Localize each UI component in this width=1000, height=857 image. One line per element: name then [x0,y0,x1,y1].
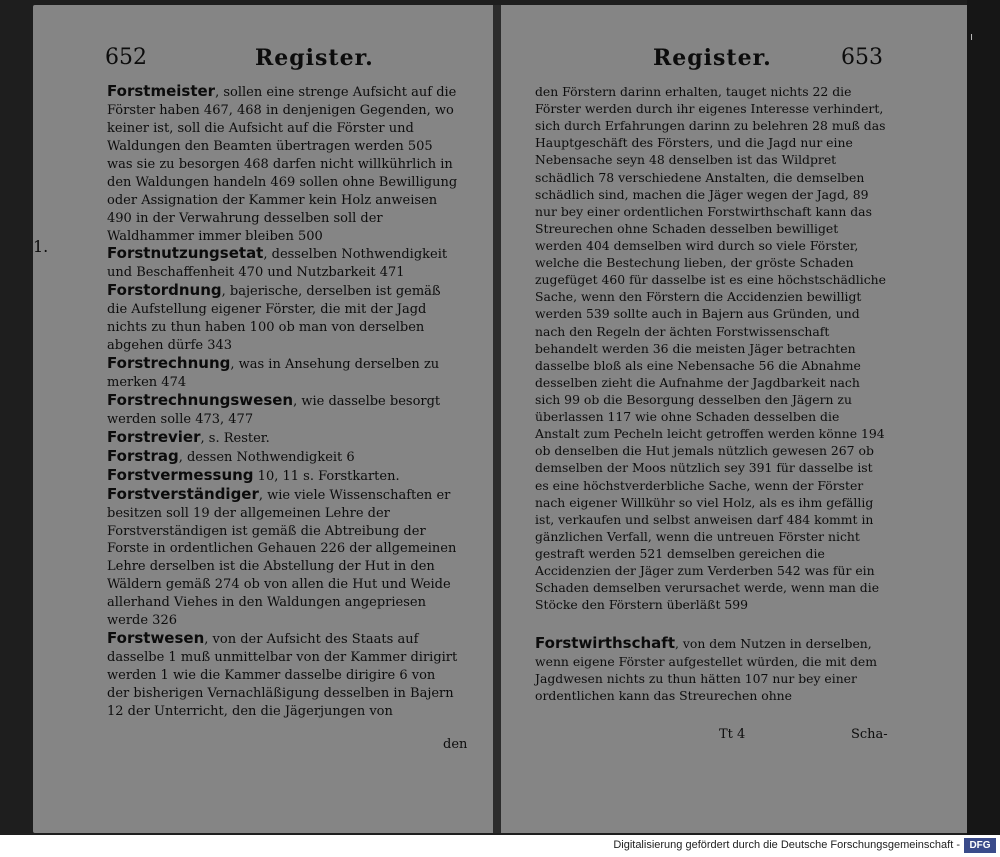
entry-continuation: den Förstern darinn erhalten, tauget nichts 22 die Förster werden durch ihr eigenes Interesse verhindert, sich durch Erfahrungen darinn zu belehren 28 muß das Hauptgeschäft des Försters, und die Jagd nur eine Nebensache seyn 48 denselben ist das Wildpret schädlich 78 verschiedene Anstalten, die demselben schädlich sind, machen die Jäger wegen der Jagd, 89 nur bey einer ordentlichen Forstwirthschaft kann das Streurechen ohne Schaden desselben bewilliget werden 404 demselben wird durch so viele Förster, welche die Bestechung lieben, der gröste Schaden zugefüget 460 für dasselbe ist es eine höchstschädliche Sache, wenn den Förstern die Accidenzien bewilligt werden 539 sollte auch in Bajern aus Gründen, und nach den Regeln der ächten Forstwissenschaft behandelt werden 36 die meisten Jäger betrachten dasselbe bloß als eine Nebensache 56 die Abnahme desselben zieht die Aufnahme der Jagdbarkeit nach sich 99 ob die Besorgung desselben den Jägern zu überlassen 117 wie ohne Schaden desselben die Anstalt zum Pecheln leicht getroffen werden könne 194 ob denselben die Hut jemals nützlich gewesen 267 ob demselben der Moos nützlich sey 391 für dasselbe ist es eine höchstverderbliche Sache, wenn der Förster nach eigener Willkühr so viel Holz, als es ihm gefällig ist, verkaufen und selbst anweisen darf 484 kommt in gänzlichen Verfall, wenn die untreuen Förster nicht gestraft werden 521 demselben gereichen die Accidenzien der Jäger zum Verderben 542 was für ein Schaden demselben verursachet werde, wenn man die Stöcke den Förstern überläßt 599 [535,84,886,613]
entry-text: , dessen Nothwendigkeit 6 [178,449,355,465]
page-number: 653 [841,45,883,70]
entry-text: , von der Aufsicht des Staats auf dasselbe 1 muß unmittelbar von der Kammer dirigirt werden 1 wie die Kammer dasselbe dirigire 6 von der bisherigen Vernachläßigung desselben in Bajern 12 der Unterricht, den die Jägerjungen von [107,632,458,719]
index-entry [107,429,459,448]
running-title: Register. [653,45,772,71]
entry-lemma: Forstwesen [107,629,205,648]
entry-lemma: Forstrechnungswesen [107,390,294,409]
entry-lemma: Forstverständiger [107,484,259,503]
entry-lemma: Forstrechnung [107,354,231,373]
left-column [107,83,459,721]
entry-lemma: Forstrevier [107,427,201,446]
entry-lemma: Forstmeister [107,82,216,100]
entry-lemma: Forstnutzungsetat [107,244,264,263]
right-column [535,83,887,704]
index-entry [107,83,459,245]
entry-text: , wie viele Wissenschaften er besitzen soll 19 der allgemeinen Lehre der Forstverständigen ist gemäß die Abtreibung der Forste in ordentlichen Gehauen 226 der allgemeinen Lehre derselben ist die Abstellung der Hut in den Wäldern gemäß 274 ob von allen die Hut und Weide allerhand Viehes in den Waldungen angepriesen werde 326 [107,487,457,629]
index-entry [107,355,459,392]
dfg-logo: DFG [964,838,996,853]
book-edge [967,0,1000,835]
entry-lemma: Forstordnung [107,281,222,300]
entry-text: , bajerische, derselben ist gemäß die Aufstellung eigener Förster, die mit der Jagd nichts zu thun haben 100 ob man von derselben abgehen dürfe 343 [107,284,441,354]
margin-mark: 1. [33,237,49,256]
running-title: Register. [255,45,374,71]
index-entry [107,467,459,486]
page-number: 652 [105,45,147,70]
catchword: Scha- [851,727,888,742]
signature-mark: Tt 4 [719,727,746,742]
index-entry [107,282,459,355]
edge-mark: ı [970,30,974,43]
left-page [33,5,493,833]
entry-text: , was in Ansehung derselben zu merken 474 [107,357,440,390]
entry-text: , s. Rester. [200,430,270,446]
footer-credit: Digitalisierung gefördert durch die Deutsche Forschungsgemeinschaft - [613,839,960,851]
entry-text: , von dem Nutzen in derselben, wenn eigene Förster aufgestellet würden, die mit dem Jagdwesen nichts zu thun hätten 107 nur bey einer ordentlichen kann das Streurechen ohne [535,636,877,703]
entry-lemma: Forstrag [107,446,179,465]
index-entry [107,245,459,282]
entry-text: , desselben Nothwendigkeit und Beschaffenheit 470 und Nutzbarkeit 471 [107,247,448,281]
index-entry [107,630,459,721]
entry-text: 10, 11 s. Forstkarten. [253,468,400,484]
digitization-footer [0,835,1000,857]
index-entry [107,486,459,631]
entry-lemma: Forstvermessung [107,465,254,484]
book-gutter [493,5,501,833]
right-page [501,5,967,833]
entry-text: , wie dasselbe besorgt werden solle 473, 477 [107,393,441,427]
index-entry [107,448,459,467]
entry-spacer [535,613,887,635]
entry-text: , sollen eine strenge Aufsicht auf die Förster haben 467, 468 in denjenigen Gegenden, wo keiner ist, soll die Aufsicht auf die Förster und Waldungen den Beamten übertragen werden 505 was sie zu besorgen 468 darfen nicht willkührlich in den Waldungen handeln 469 sollen ohne Bewilligung oder Assignation der Kammer kein Holz anweisen 490 in der Verwahrung desselben soll der Waldhammer immer bleiben 500 [107,85,458,244]
index-entry [107,392,459,429]
catchword: den [443,737,468,752]
index-entry [535,635,887,703]
entry-lemma: Forstwirthschaft [535,634,676,653]
